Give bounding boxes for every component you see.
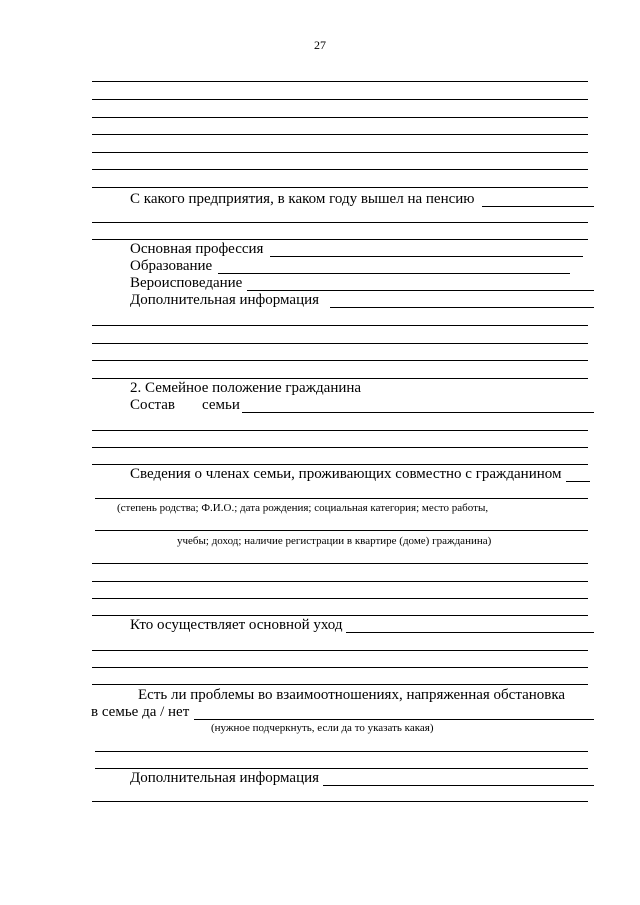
- blank-line: [92, 343, 588, 344]
- additional-info-field-2[interactable]: [323, 785, 594, 786]
- family-members-hint: учебы; доход; наличие регистрации в квартире (доме) гражданина): [177, 535, 492, 547]
- blank-line: [92, 447, 588, 448]
- family-members-label: Сведения о членах семьи, проживающих совместно с гражданином: [130, 466, 562, 482]
- family-members-hint: (степень родства; Ф.И.О.; дата рождения; социальная категория; место работы,: [117, 502, 489, 514]
- education-label: Образование: [130, 258, 213, 274]
- blank-line: [92, 239, 588, 240]
- blank-line: [95, 530, 588, 531]
- caregiver-label: Кто осуществляет основной уход: [130, 617, 343, 633]
- religion-label: Вероисповедание: [130, 275, 243, 291]
- blank-line: [92, 81, 588, 82]
- blank-line: [92, 99, 588, 100]
- problems-label: в семье да / нет: [91, 704, 190, 720]
- additional-info-field[interactable]: [330, 307, 594, 308]
- blank-line: [92, 563, 588, 564]
- education-field[interactable]: [218, 273, 570, 274]
- blank-line: [92, 801, 588, 802]
- blank-line: [92, 581, 588, 582]
- problems-label: Есть ли проблемы во взаимоотношениях, напряженная обстановка: [138, 687, 566, 703]
- blank-line: [92, 667, 588, 668]
- caregiver-field[interactable]: [346, 632, 594, 633]
- page-number: 27: [314, 38, 326, 52]
- family-composition-label: семьи: [202, 397, 240, 413]
- retirement-field[interactable]: [482, 206, 594, 207]
- profession-label: Основная профессия: [130, 241, 264, 257]
- blank-line: [92, 684, 588, 685]
- blank-line: [92, 378, 588, 379]
- blank-line: [92, 650, 588, 651]
- blank-line: [92, 152, 588, 153]
- blank-line: [92, 430, 588, 431]
- problems-field[interactable]: [194, 719, 594, 720]
- religion-field[interactable]: [247, 290, 594, 291]
- blank-line: [92, 464, 588, 465]
- problems-hint: (нужное подчеркнуть, если да то указать какая): [211, 722, 434, 734]
- blank-line: [95, 498, 588, 499]
- blank-line: [92, 134, 588, 135]
- blank-line: [95, 768, 588, 769]
- blank-line: [92, 598, 588, 599]
- additional-info-label-2: Дополнительная информация: [130, 770, 320, 786]
- blank-line: [92, 222, 588, 223]
- blank-line: [92, 615, 588, 616]
- blank-line: [92, 117, 588, 118]
- blank-line: [92, 325, 588, 326]
- blank-line: [92, 360, 588, 361]
- family-status-heading: 2. Семейное положение гражданина: [130, 380, 362, 396]
- additional-info-label: Дополнительная информация: [130, 292, 320, 308]
- blank-line: [95, 751, 588, 752]
- profession-field[interactable]: [270, 256, 583, 257]
- family-composition-label: Состав: [130, 397, 176, 413]
- blank-line: [92, 187, 588, 188]
- retirement-label: С какого предприятия, в каком году вышел на пенсию: [130, 191, 475, 207]
- blank-line: [92, 169, 588, 170]
- family-composition-field[interactable]: [242, 412, 594, 413]
- family-members-field[interactable]: [566, 481, 590, 482]
